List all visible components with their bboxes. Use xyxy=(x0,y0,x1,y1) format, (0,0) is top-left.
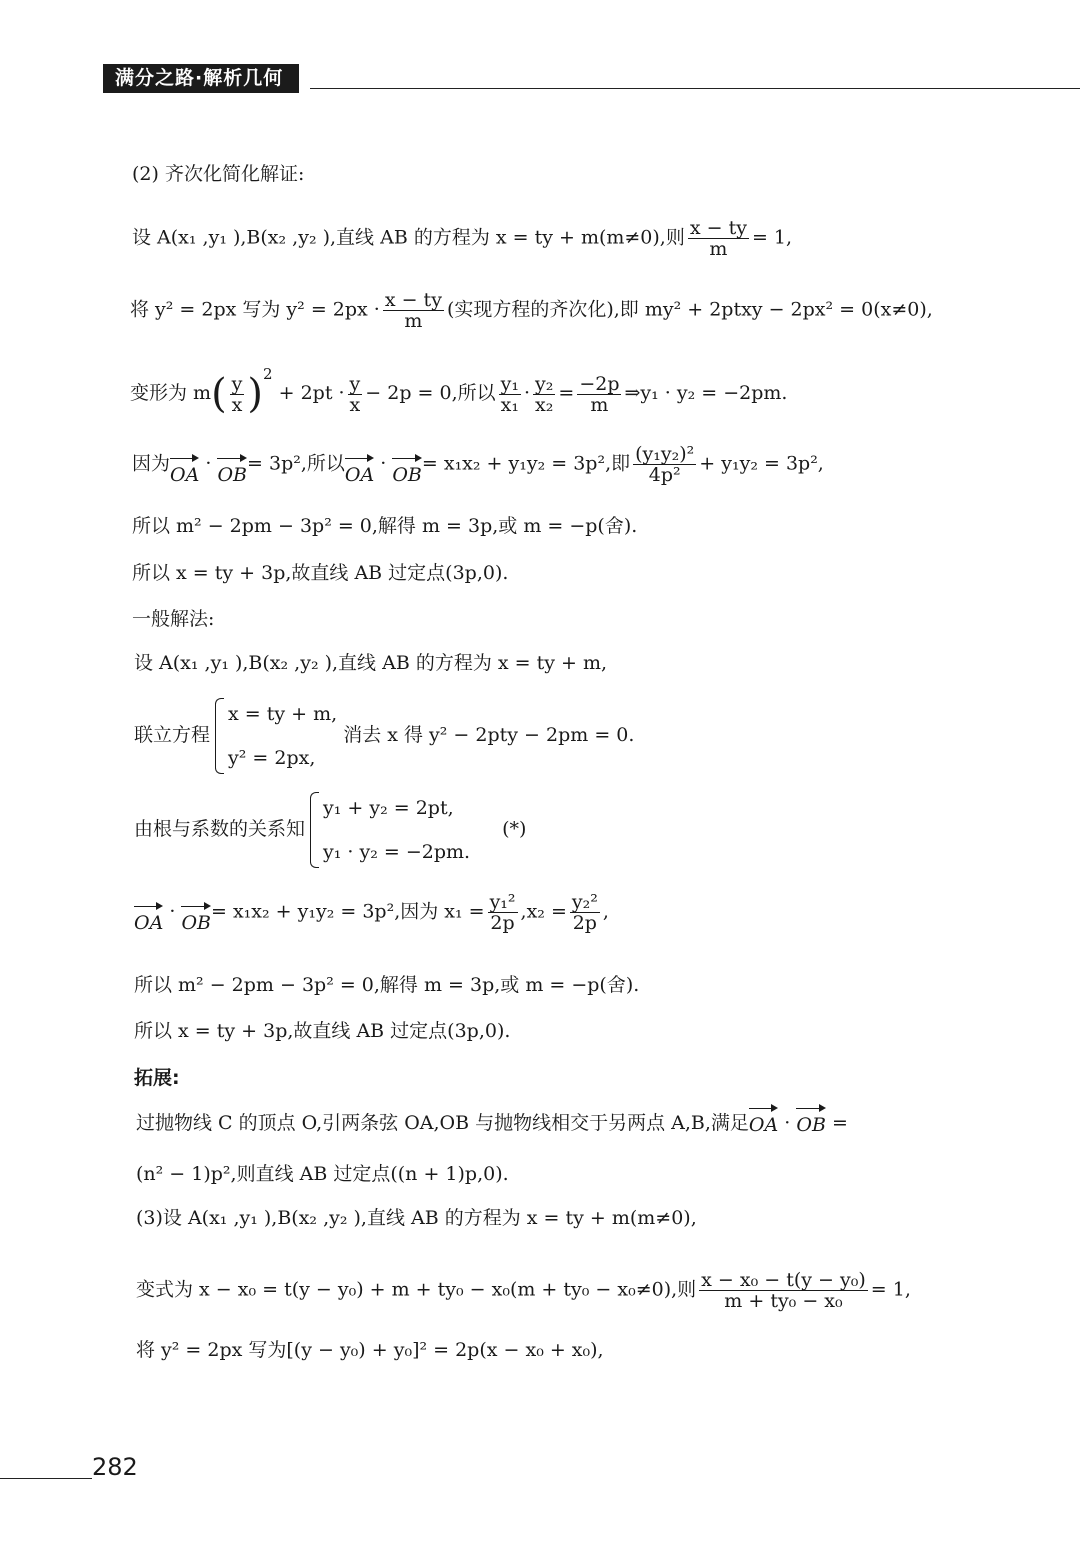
vector-oa-2: OA xyxy=(345,455,374,485)
line-5-mid: = 3p²,所以 xyxy=(247,452,345,475)
frac-numerator: y xyxy=(349,372,361,395)
y2sq-over-2p-fraction xyxy=(570,892,600,933)
frac-numerator: y₁² xyxy=(489,891,516,913)
frac-denominator: m xyxy=(404,310,423,332)
frac-numerator: x − ty xyxy=(689,217,747,239)
line-16-tail: = xyxy=(831,1112,848,1134)
vector-ob-2: OB xyxy=(392,455,422,485)
line-18: (3)设 A(x₁ ,y₁ ),B(x₂ ,y₂ ),直线 AB 的方程为 x = ty + m(m≠0), xyxy=(136,1207,697,1229)
line-17: (n² − 1)p²,则直线 AB 过定点((n + 1)p,0). xyxy=(136,1163,509,1185)
frac-denominator: x₁ xyxy=(500,393,519,416)
dot: · xyxy=(784,1112,791,1134)
line-13: 所以 m² − 2pm − 3p² = 0,解得 m = 3p,或 m = −p(舍). xyxy=(134,974,640,996)
line-10-text: 联立方程 xyxy=(134,724,211,746)
page-number: 282 xyxy=(92,1453,138,1481)
y-over-x-fraction-2 xyxy=(348,374,363,415)
header-rule xyxy=(310,88,1080,89)
frac-numerator: y₂ xyxy=(535,372,554,395)
dot-2: · xyxy=(380,452,387,475)
y1y2-sq-over-4p2-fraction xyxy=(633,444,696,485)
frac-denominator: x xyxy=(231,393,243,416)
line-4-text: 变形为 m xyxy=(130,382,212,404)
line-19 xyxy=(136,1270,911,1311)
line-6: 所以 m² − 2pm − 3p² = 0,解得 m = 3p,或 m = −p(舍). xyxy=(132,515,638,537)
line-20: 将 y² = 2px 写为[(y − y₀) + y₀]² = 2p(x − x₀ + x₀), xyxy=(136,1339,604,1361)
line-12 xyxy=(134,892,609,933)
dot: · xyxy=(205,452,212,475)
line-8-heading: 一般解法: xyxy=(132,608,215,630)
y2-over-x2-fraction xyxy=(533,374,555,415)
frac-denominator: m xyxy=(709,238,728,260)
frac-numerator: y₂² xyxy=(571,891,598,913)
line-11 xyxy=(134,786,526,874)
line-11-text: 由根与系数的关系知 xyxy=(134,818,306,840)
line-3 xyxy=(130,290,933,331)
line-16-text: 过抛物线 C 的顶点 O,引两条弦 OA,OB 与抛物线相交于另两点 A,B,满足 xyxy=(136,1112,749,1134)
vector-ob: OB xyxy=(181,903,211,933)
y1-over-x1-fraction xyxy=(499,374,521,415)
frac-denominator: m xyxy=(590,393,609,416)
line-5 xyxy=(132,444,824,485)
line-4-mid: + 2pt · xyxy=(278,382,345,404)
line-11-tag: (*) xyxy=(502,818,527,840)
line-1: (2) 齐次化简化解证: xyxy=(132,163,305,185)
line-10-tail: 消去 x 得 y² − 2pty − 2pm = 0. xyxy=(343,724,635,746)
system-row-2: y₁ · y₂ = −2pm. xyxy=(323,841,471,863)
line-3-text: 将 y² = 2px 写为 y² = 2px · xyxy=(130,298,380,321)
header-title-tab: 满分之路·解析几何 xyxy=(103,64,299,93)
system-row-2: y² = 2px, xyxy=(228,747,316,769)
line-19-fraction xyxy=(699,1270,868,1311)
frac-numerator: x − x₀ − t(y − y₀) xyxy=(701,1269,866,1291)
line-10 xyxy=(134,692,634,780)
y-over-x-fraction xyxy=(230,374,245,415)
line-4-mid-2: − 2p = 0,所以 xyxy=(365,382,496,404)
vector-oa: OA xyxy=(170,455,199,485)
line-12-tail: , xyxy=(602,900,609,923)
square-exponent: 2 xyxy=(263,365,273,383)
dot: · xyxy=(169,900,176,923)
line-9: 设 A(x₁ ,y₁ ),B(x₂ ,y₂ ),直线 AB 的方程为 x = ty + m, xyxy=(134,652,607,674)
frac-numerator: x − ty xyxy=(384,289,442,311)
frac-numerator: −2p xyxy=(579,372,620,395)
vector-oa: OA xyxy=(749,1105,778,1135)
line-2-text: 设 A(x₁ ,y₁ ),B(x₂ ,y₂ ),直线 AB 的方程为 x = ty + m(m≠0),则 xyxy=(132,226,685,249)
footer-rule xyxy=(0,1478,92,1479)
line-12-text: = x₁x₂ + y₁y₂ = 3p²,因为 x₁ = xyxy=(211,900,485,923)
frac-denominator: m + ty₀ − x₀ xyxy=(724,1290,843,1312)
frac-denominator: 2p xyxy=(572,912,597,934)
frac-denominator: 4p² xyxy=(648,464,681,486)
line-4: 变形为 m( $\frac{y}{x}$ )$^2$ + 2pt · $\frac{y}{x}$ − 2p = 0,所以 $\frac{\text{y₁}}{\text{x₁}}$ · $\frac{\text{y₂}}{\text{x₂}}$ = $\frac{-2p}{m}$ ⇒y₁ · y₂ = −2pm. xyxy=(130,365,788,417)
line-14: 所以 x = ty + 3p,故直线 AB 过定点(3p,0). xyxy=(134,1020,511,1042)
equals: = xyxy=(558,382,575,404)
line-7: 所以 x = ty + 3p,故直线 AB 过定点(3p,0). xyxy=(132,562,509,584)
line-19-tail: = 1, xyxy=(870,1278,911,1301)
minus-2p-over-m-fraction xyxy=(577,374,621,415)
y1sq-over-2p-fraction xyxy=(488,892,518,933)
line-4-tail: ⇒y₁ · y₂ = −2pm. xyxy=(624,382,788,404)
frac-numerator: y xyxy=(231,372,243,395)
line-19-text: 变式为 x − x₀ = t(y − y₀) + m + ty₀ − x₀(m + ty₀ − x₀≠0),则 xyxy=(136,1278,697,1301)
system-row-1: x = ty + m, xyxy=(228,703,338,725)
frac-denominator: x₂ xyxy=(535,393,554,416)
frac-denominator: x xyxy=(349,393,361,416)
line-15-heading: 拓展: xyxy=(134,1067,180,1089)
line-3-fraction xyxy=(383,290,444,331)
line-16 xyxy=(136,1105,848,1135)
frac-numerator: y₁ xyxy=(500,372,519,395)
dot: · xyxy=(523,382,531,404)
line-2 xyxy=(132,218,792,259)
line-3-tail: (实现方程的齐次化),即 my² + 2ptxy − 2px² = 0(x≠0), xyxy=(446,298,933,321)
line-2-tail: = 1, xyxy=(751,226,793,249)
equation-system-2 xyxy=(307,786,470,874)
line-2-fraction xyxy=(688,218,749,259)
line-12-mid: ,x₂ = xyxy=(520,900,567,923)
vector-ob: OB xyxy=(796,1105,826,1135)
line-5-text: 因为 xyxy=(132,452,171,475)
vector-oa: OA xyxy=(134,903,163,933)
frac-numerator: (y₁y₂)² xyxy=(635,443,695,465)
equation-system-1 xyxy=(212,692,337,780)
vector-ob: OB xyxy=(217,455,247,485)
line-5-mid-2: = x₁x₂ + y₁y₂ = 3p²,即 xyxy=(421,452,631,475)
system-row-1: y₁ + y₂ = 2pt, xyxy=(323,797,454,819)
frac-denominator: 2p xyxy=(490,912,515,934)
line-5-tail: + y₁y₂ = 3p², xyxy=(699,452,824,475)
